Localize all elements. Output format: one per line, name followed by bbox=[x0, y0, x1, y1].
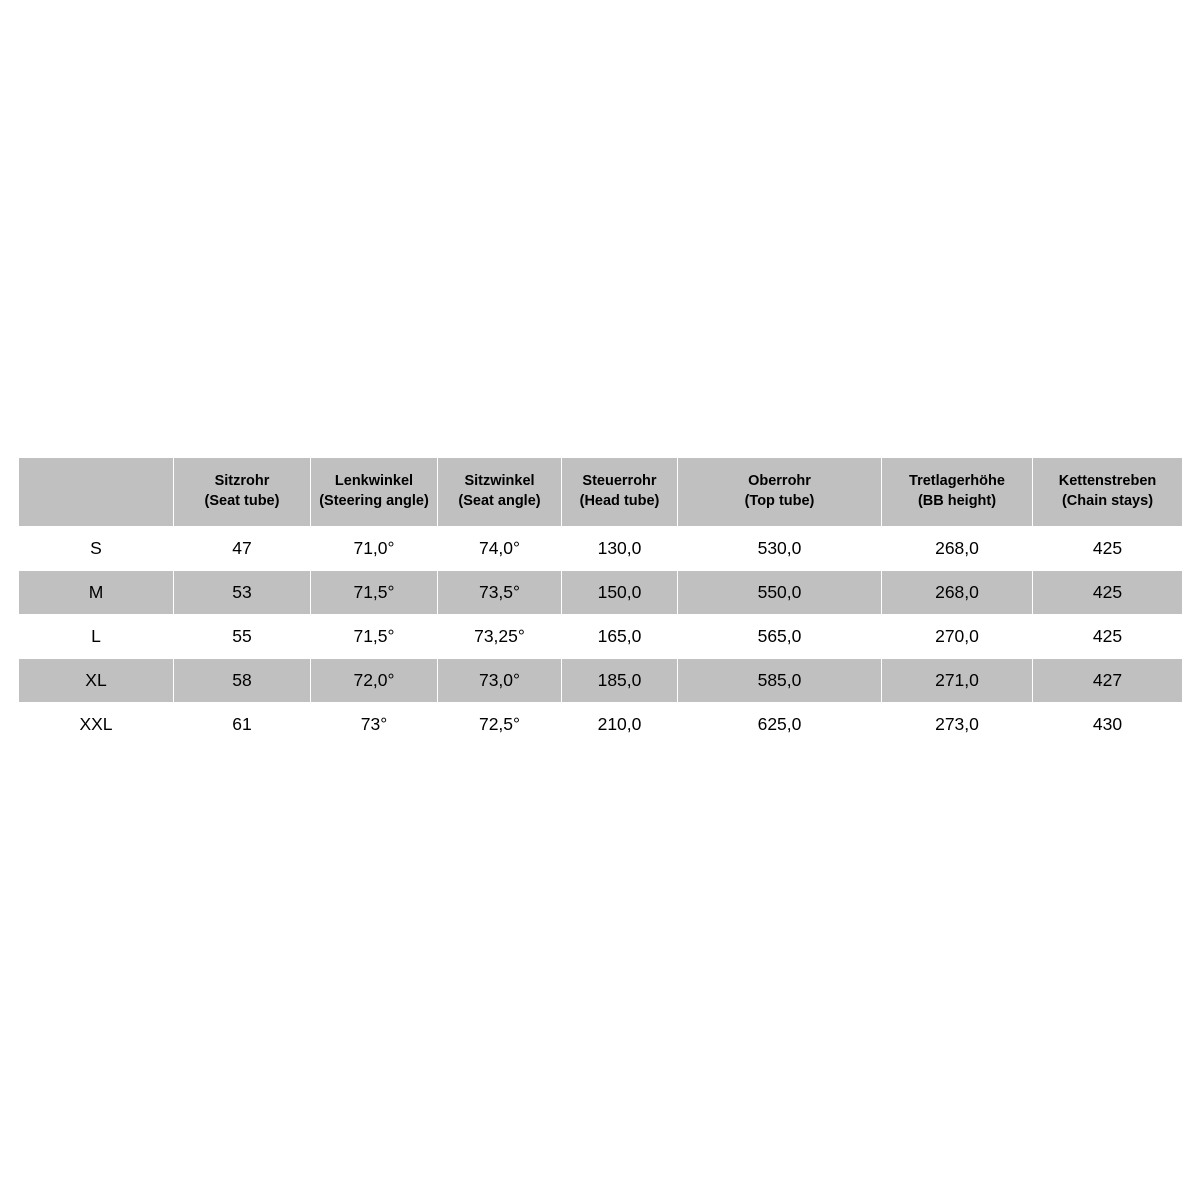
column-header-bb-height-en: (BB height) bbox=[917, 493, 997, 509]
cell-head-tube: 185,0 bbox=[562, 659, 678, 703]
column-header-chain-stays-de: Kettenstreben bbox=[1058, 473, 1157, 490]
column-header-top-tube-en: (Top tube) bbox=[744, 493, 815, 509]
column-header-bb-height-de: Tretlagerhöhe bbox=[909, 473, 1005, 490]
cell-size: XXL bbox=[19, 703, 174, 747]
cell-top-tube: 565,0 bbox=[678, 615, 882, 659]
column-header-steering-angle-de: Lenkwinkel bbox=[334, 473, 414, 490]
column-header-seat-tube bbox=[174, 458, 311, 527]
cell-seat-tube: 55 bbox=[174, 615, 311, 659]
table-row bbox=[19, 659, 1183, 703]
cell-steering-angle: 72,0° bbox=[311, 659, 438, 703]
cell-top-tube: 530,0 bbox=[678, 527, 882, 571]
cell-size: L bbox=[19, 615, 174, 659]
cell-seat-angle: 73,5° bbox=[438, 571, 562, 615]
cell-seat-tube: 58 bbox=[174, 659, 311, 703]
cell-chain-stays: 430 bbox=[1033, 703, 1183, 747]
geometry-table-container bbox=[18, 457, 1182, 747]
cell-seat-angle: 72,5° bbox=[438, 703, 562, 747]
column-header-head-tube-en: (Head tube) bbox=[579, 493, 660, 509]
cell-seat-angle: 73,0° bbox=[438, 659, 562, 703]
geometry-table bbox=[18, 457, 1183, 747]
table-row bbox=[19, 703, 1183, 747]
cell-size: S bbox=[19, 527, 174, 571]
cell-top-tube: 550,0 bbox=[678, 571, 882, 615]
column-header-seat-tube-de: Sitzrohr bbox=[214, 473, 270, 490]
cell-size: XL bbox=[19, 659, 174, 703]
cell-bb-height: 273,0 bbox=[882, 703, 1033, 747]
cell-steering-angle: 71,0° bbox=[311, 527, 438, 571]
cell-head-tube: 210,0 bbox=[562, 703, 678, 747]
cell-chain-stays: 427 bbox=[1033, 659, 1183, 703]
column-header-seat-angle bbox=[438, 458, 562, 527]
cell-steering-angle: 71,5° bbox=[311, 615, 438, 659]
cell-seat-tube: 53 bbox=[174, 571, 311, 615]
cell-top-tube: 625,0 bbox=[678, 703, 882, 747]
column-header-bb-height bbox=[882, 458, 1033, 527]
column-header-chain-stays-en: (Chain stays) bbox=[1061, 493, 1154, 509]
cell-bb-height: 271,0 bbox=[882, 659, 1033, 703]
cell-head-tube: 165,0 bbox=[562, 615, 678, 659]
cell-bb-height: 270,0 bbox=[882, 615, 1033, 659]
table-row bbox=[19, 571, 1183, 615]
cell-size: M bbox=[19, 571, 174, 615]
column-header-head-tube bbox=[562, 458, 678, 527]
cell-head-tube: 130,0 bbox=[562, 527, 678, 571]
cell-bb-height: 268,0 bbox=[882, 527, 1033, 571]
column-header-steering-angle bbox=[311, 458, 438, 527]
column-header-head-tube-de: Steuerrohr bbox=[582, 473, 657, 490]
cell-seat-tube: 61 bbox=[174, 703, 311, 747]
cell-bb-height: 268,0 bbox=[882, 571, 1033, 615]
cell-top-tube: 585,0 bbox=[678, 659, 882, 703]
cell-steering-angle: 71,5° bbox=[311, 571, 438, 615]
cell-steering-angle: 73° bbox=[311, 703, 438, 747]
cell-chain-stays: 425 bbox=[1033, 527, 1183, 571]
cell-seat-angle: 74,0° bbox=[438, 527, 562, 571]
column-header-steering-angle-en: (Steering angle) bbox=[319, 493, 429, 509]
cell-seat-tube: 47 bbox=[174, 527, 311, 571]
cell-chain-stays: 425 bbox=[1033, 571, 1183, 615]
table-row bbox=[19, 615, 1183, 659]
column-header-seat-angle-en: (Seat angle) bbox=[458, 493, 541, 509]
column-header-chain-stays bbox=[1033, 458, 1183, 527]
cell-head-tube: 150,0 bbox=[562, 571, 678, 615]
table-header bbox=[19, 458, 1183, 527]
table-body bbox=[19, 527, 1183, 747]
column-header-size bbox=[19, 458, 174, 527]
cell-seat-angle: 73,25° bbox=[438, 615, 562, 659]
column-header-seat-angle-de: Sitzwinkel bbox=[464, 473, 535, 490]
cell-chain-stays: 425 bbox=[1033, 615, 1183, 659]
column-header-top-tube-de: Oberrohr bbox=[748, 473, 811, 490]
column-header-seat-tube-en: (Seat tube) bbox=[204, 493, 280, 509]
header-row bbox=[19, 458, 1183, 527]
column-header-top-tube bbox=[678, 458, 882, 527]
table-row bbox=[19, 527, 1183, 571]
